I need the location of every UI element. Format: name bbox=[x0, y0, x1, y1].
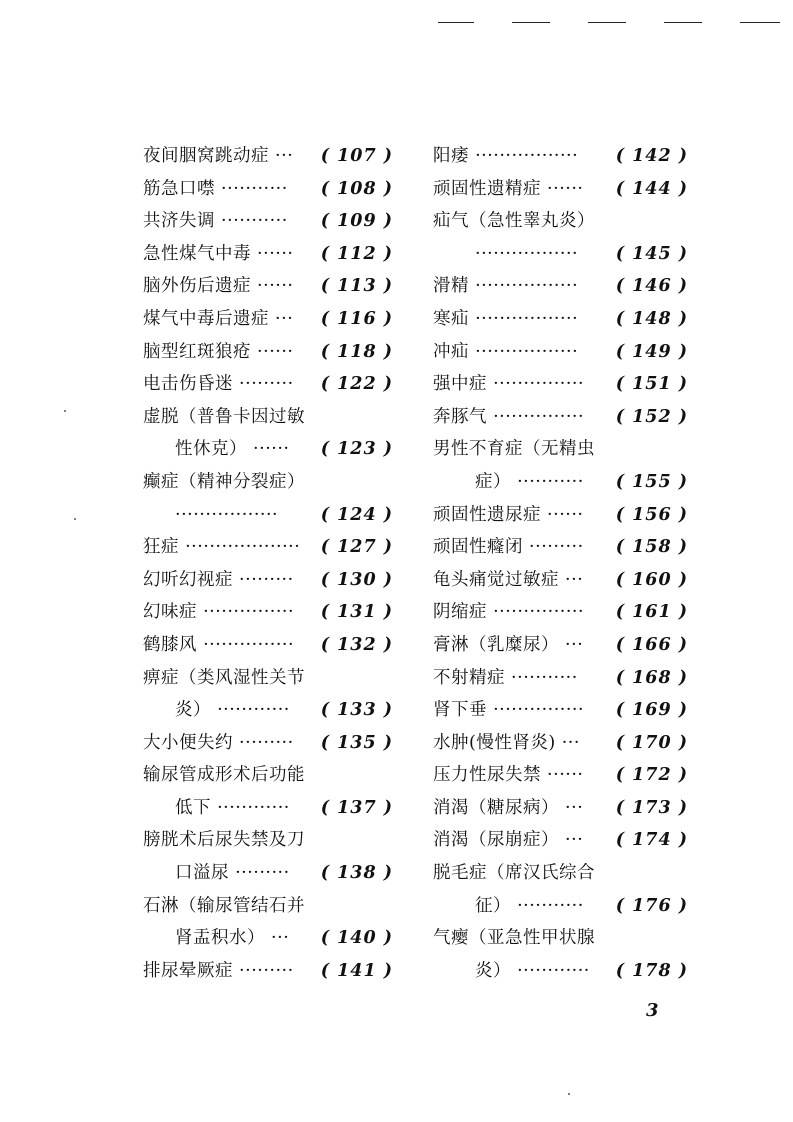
toc-left-column bbox=[143, 140, 393, 987]
toc-entry-line bbox=[433, 922, 688, 955]
toc-entry-text: 共济失调 ··········· bbox=[143, 211, 288, 232]
toc-entry-line bbox=[143, 173, 393, 206]
toc-entry-text: 炎） ············ bbox=[175, 700, 290, 721]
toc-entry-text: 夜间胭窝跳动症 ··· bbox=[143, 146, 294, 166]
toc-entry-line bbox=[143, 270, 393, 303]
toc-entry-line bbox=[143, 238, 393, 271]
toc-entry-text: 脑外伤后遗症 ······ bbox=[143, 276, 294, 297]
toc-entry-page: ( 149 ) bbox=[615, 341, 688, 362]
toc-entry-line bbox=[433, 824, 688, 857]
toc-entry-text: 肾盂积水） ··· bbox=[175, 928, 290, 949]
toc-entry-line bbox=[143, 499, 393, 532]
header-rules bbox=[0, 22, 793, 26]
toc-entry-line bbox=[143, 466, 393, 499]
toc-entry-line bbox=[433, 173, 688, 206]
toc-entry-text: 膀胱术后尿失禁及刀 bbox=[143, 830, 305, 851]
toc-entry-page: ( 138 ) bbox=[320, 863, 393, 884]
toc-entry-line bbox=[433, 140, 688, 173]
toc-entry-text: 鹤膝风 ··············· bbox=[143, 634, 295, 655]
toc-entry-text: 筋急口噤 ··········· bbox=[143, 178, 288, 199]
toc-entry-page: ( 127 ) bbox=[320, 537, 393, 558]
toc-entry-text: 炎） ············ bbox=[475, 960, 590, 981]
toc-entry-text: 压力性尿失禁 ······ bbox=[433, 765, 584, 786]
toc-entry-line bbox=[433, 531, 688, 564]
toc-entry-page: ( 107 ) bbox=[320, 146, 393, 166]
toc-entry-line bbox=[433, 238, 688, 271]
scan-speck bbox=[74, 518, 76, 520]
toc-entry-line bbox=[143, 401, 393, 434]
toc-entry-line bbox=[433, 662, 688, 695]
header-rule bbox=[740, 22, 780, 23]
toc-entry-text: 消渴（糖尿病） ··· bbox=[433, 797, 584, 818]
toc-entry-line bbox=[433, 694, 688, 727]
toc-entry-line bbox=[143, 694, 393, 727]
toc-entry-page: ( 166 ) bbox=[615, 634, 688, 655]
toc-entry-page: ( 140 ) bbox=[320, 928, 393, 949]
toc-entry-text: 男性不育症（无精虫 bbox=[433, 439, 595, 460]
toc-entry-text: 症） ··········· bbox=[475, 471, 584, 492]
header-rule bbox=[588, 22, 626, 23]
toc-entry-line bbox=[433, 792, 688, 825]
toc-entry-line bbox=[433, 336, 688, 369]
toc-entry-text: 口溢尿 ········· bbox=[175, 863, 290, 884]
toc-entry-text: 幻味症 ··············· bbox=[143, 602, 295, 623]
toc-entry-text: 滑精 ················· bbox=[433, 276, 579, 297]
toc-entry-line bbox=[143, 662, 393, 695]
toc-entry-line bbox=[433, 499, 688, 532]
toc-entry-line bbox=[143, 922, 393, 955]
toc-entry-page: ( 176 ) bbox=[615, 895, 688, 916]
toc-entry-text: 虚脱（普鲁卡因过敏 bbox=[143, 406, 305, 427]
toc-entry-line bbox=[143, 564, 393, 597]
scan-speck bbox=[64, 410, 66, 412]
toc-entry-line bbox=[433, 629, 688, 662]
toc-entry-page: ( 123 ) bbox=[320, 439, 393, 460]
toc-entry-page: ( 113 ) bbox=[320, 276, 393, 297]
toc-entry-text: 顽固性遗精症 ······ bbox=[433, 178, 584, 199]
toc-entry-page: ( 173 ) bbox=[615, 797, 688, 818]
scan-speck bbox=[568, 1093, 570, 1095]
toc-entry-line bbox=[433, 303, 688, 336]
toc-entry-line bbox=[433, 955, 688, 988]
page-number: 3 bbox=[646, 1000, 659, 1021]
toc-entry-text: 电击伤昏迷 ········· bbox=[143, 374, 294, 395]
toc-entry-text: 排尿晕厥症 ········· bbox=[143, 960, 294, 981]
toc-entry-page: ( 170 ) bbox=[615, 732, 688, 753]
toc-entry-text: 疝气（急性睾丸炎） bbox=[433, 211, 595, 232]
toc-entry-page: ( 144 ) bbox=[615, 178, 688, 199]
toc-entry-line bbox=[433, 564, 688, 597]
toc-entry-page: ( 151 ) bbox=[615, 374, 688, 395]
toc-entry-text: 顽固性遗尿症 ······ bbox=[433, 504, 584, 525]
toc-entry-page: ( 116 ) bbox=[320, 308, 393, 329]
toc-entry-line bbox=[143, 629, 393, 662]
toc-entry-page: ( 108 ) bbox=[320, 178, 393, 199]
toc-entry-page: ( 132 ) bbox=[320, 634, 393, 655]
toc-entry-page: ( 152 ) bbox=[615, 406, 688, 427]
toc-entry-text: 癫症（精神分裂症） bbox=[143, 471, 305, 492]
toc-entry-page: ( 135 ) bbox=[320, 732, 393, 753]
toc-entry-line bbox=[433, 596, 688, 629]
toc-entry-text: 煤气中毒后遗症 ··· bbox=[143, 308, 294, 329]
toc-entry-line bbox=[143, 857, 393, 890]
toc-entry-page: ( 158 ) bbox=[615, 537, 688, 558]
toc-entry-text: 阳痿 ················· bbox=[433, 146, 579, 166]
toc-entry-page: ( 133 ) bbox=[320, 700, 393, 721]
toc-entry-line bbox=[433, 857, 688, 890]
toc-entry-line bbox=[143, 205, 393, 238]
toc-entry-text: 肾下垂 ··············· bbox=[433, 700, 585, 721]
toc-entry-text: 不射精症 ··········· bbox=[433, 667, 578, 688]
toc-entry-page: ( 146 ) bbox=[615, 276, 688, 297]
toc-entry-line bbox=[143, 531, 393, 564]
toc-entry-line bbox=[433, 433, 688, 466]
toc-entry-line bbox=[433, 466, 688, 499]
toc-entry-text: 阴缩症 ··············· bbox=[433, 602, 585, 623]
toc-entry-page: ( 168 ) bbox=[615, 667, 688, 688]
toc-entry-page: ( 130 ) bbox=[320, 569, 393, 590]
toc-entry-text: 顽固性癃闭 ········· bbox=[433, 537, 584, 558]
toc-entry-line bbox=[143, 955, 393, 988]
toc-entry-page: ( 160 ) bbox=[615, 569, 688, 590]
toc-entry-line bbox=[433, 401, 688, 434]
toc-entry-page: ( 174 ) bbox=[615, 830, 688, 851]
toc-entry-text: 幻听幻视症 ········· bbox=[143, 569, 294, 590]
toc-entry-page: ( 156 ) bbox=[615, 504, 688, 525]
toc-entry-line bbox=[143, 140, 393, 173]
toc-entry-line bbox=[143, 792, 393, 825]
toc-entry-line bbox=[433, 759, 688, 792]
toc-entry-page: ( 148 ) bbox=[615, 308, 688, 329]
header-rule bbox=[438, 22, 474, 23]
toc-entry-line bbox=[143, 368, 393, 401]
toc-entry-text: 脱毛症（席汉氏综合 bbox=[433, 863, 595, 884]
toc-entry-page: ( 112 ) bbox=[320, 243, 393, 264]
toc-entry-text: 痹症（类风湿性关节 bbox=[143, 667, 305, 688]
toc-entry-page: ( 169 ) bbox=[615, 700, 688, 721]
toc-entry-text: ················· bbox=[175, 504, 279, 525]
toc-entry-line bbox=[143, 303, 393, 336]
toc-entry-text: 脑型红斑狼疮 ······ bbox=[143, 341, 294, 362]
toc-entry-line bbox=[143, 596, 393, 629]
toc-entry-text: 水肿(慢性肾炎) ··· bbox=[433, 732, 580, 753]
toc-entry-page: ( 142 ) bbox=[615, 146, 688, 166]
toc-entry-text: 膏淋（乳糜尿） ··· bbox=[433, 634, 584, 655]
toc-entry-line bbox=[433, 727, 688, 760]
toc-entry-text: 输尿管成形术后功能 bbox=[143, 765, 305, 786]
toc-entry-page: ( 118 ) bbox=[320, 341, 393, 362]
toc-entry-line bbox=[143, 727, 393, 760]
toc-entry-text: 龟头痛觉过敏症 ··· bbox=[433, 569, 584, 590]
toc-entry-line bbox=[433, 890, 688, 923]
toc-entry-line bbox=[433, 270, 688, 303]
toc-entry-page: ( 124 ) bbox=[320, 504, 393, 525]
toc-entry-page: ( 155 ) bbox=[615, 471, 688, 492]
header-rule bbox=[664, 22, 702, 23]
toc-entry-line bbox=[143, 759, 393, 792]
toc-entry-text: 急性煤气中毒 ······ bbox=[143, 243, 294, 264]
toc-entry-page: ( 172 ) bbox=[615, 765, 688, 786]
toc-entry-text: 冲疝 ················· bbox=[433, 341, 579, 362]
toc-entry-text: 大小便失约 ········· bbox=[143, 732, 294, 753]
toc-entry-page: ( 109 ) bbox=[320, 211, 393, 232]
toc-entry-line bbox=[143, 433, 393, 466]
toc-entry-text: 寒疝 ················· bbox=[433, 308, 579, 329]
toc-entry-text: 狂症 ··················· bbox=[143, 537, 301, 558]
toc-entry-page: ( 145 ) bbox=[615, 243, 688, 264]
toc-entry-line bbox=[143, 824, 393, 857]
toc-entry-line bbox=[433, 368, 688, 401]
toc-entry-text: 奔豚气 ··············· bbox=[433, 406, 585, 427]
toc-entry-text: 气瘿（亚急性甲状腺 bbox=[433, 928, 595, 949]
toc-entry-text: 消渴（尿崩症） ··· bbox=[433, 830, 584, 851]
toc-entry-page: ( 122 ) bbox=[320, 374, 393, 395]
header-rule bbox=[512, 22, 550, 23]
toc-entry-text: 低下 ············ bbox=[175, 797, 290, 818]
toc-entry-page: ( 141 ) bbox=[320, 960, 393, 981]
toc-entry-text: 征） ··········· bbox=[475, 895, 584, 916]
toc-entry-text: ················· bbox=[475, 243, 579, 264]
toc-entry-page: ( 161 ) bbox=[615, 602, 688, 623]
toc-entry-line bbox=[143, 336, 393, 369]
toc-entry-text: 强中症 ··············· bbox=[433, 374, 585, 395]
toc-entry-page: ( 131 ) bbox=[320, 602, 393, 623]
toc-right-column bbox=[433, 140, 688, 987]
toc-entry-line bbox=[143, 890, 393, 923]
toc-entry-page: ( 178 ) bbox=[615, 960, 688, 981]
toc-entry-page: ( 137 ) bbox=[320, 797, 393, 818]
toc-entry-text: 石淋（输尿管结石并 bbox=[143, 895, 305, 916]
toc-entry-text: 性休克） ······ bbox=[175, 439, 290, 460]
toc-entry-line bbox=[433, 205, 688, 238]
